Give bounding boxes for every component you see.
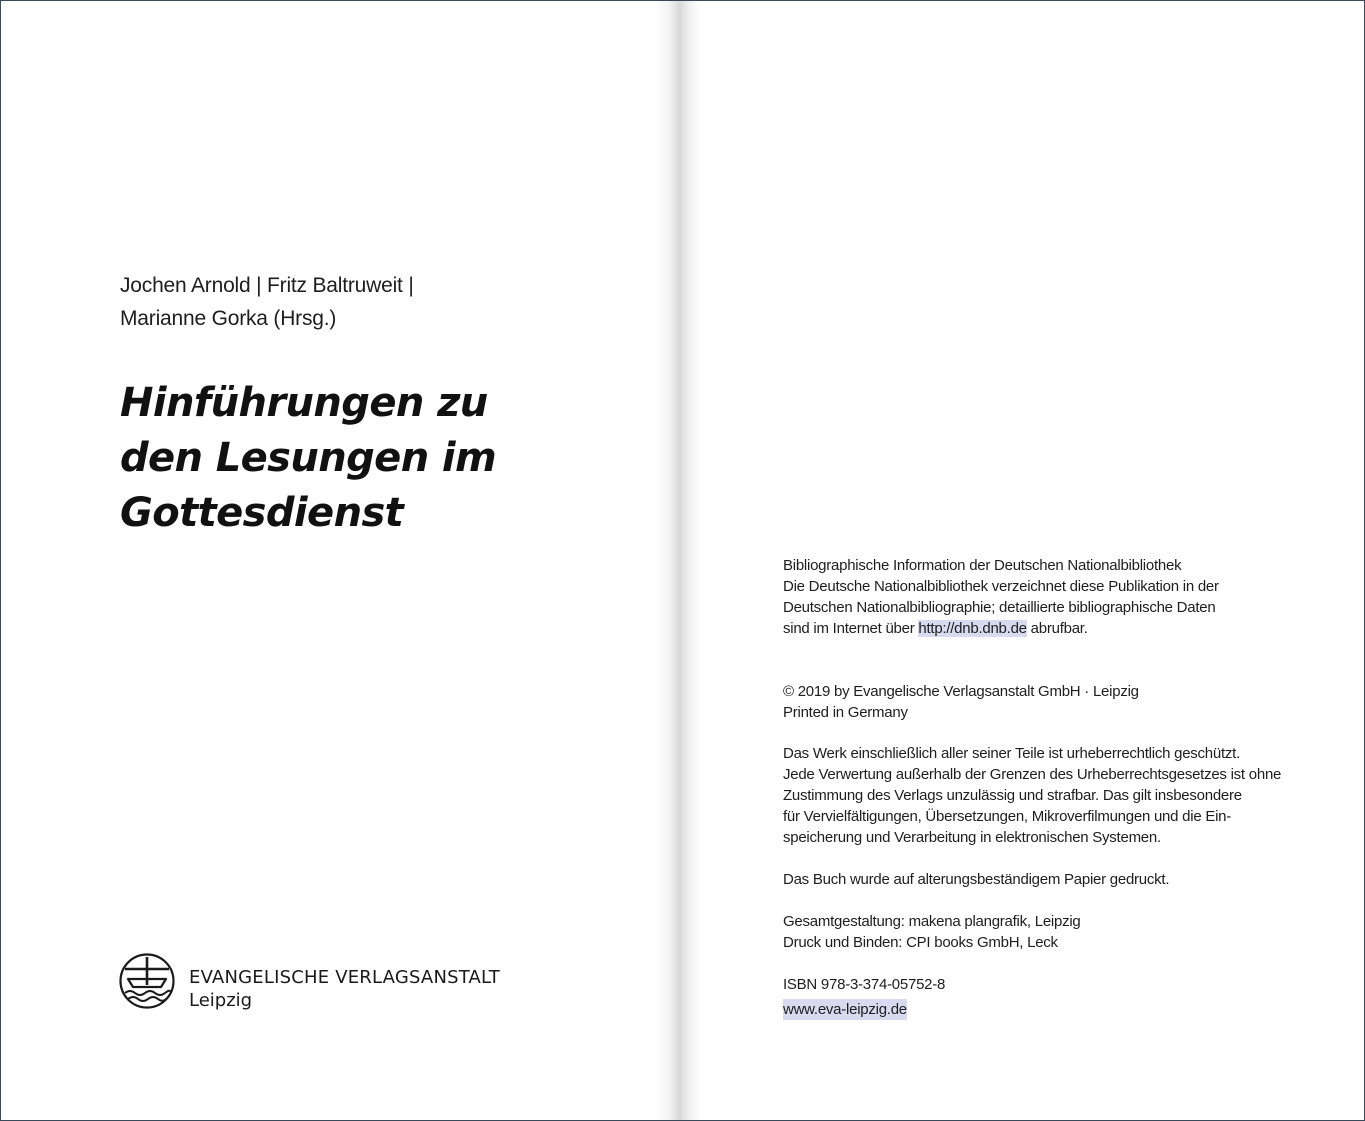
imprint-block — [783, 555, 1343, 1020]
rights-line: Zustimmung des Verlags unzulässig und strafbar. Das gilt insbesondere — [783, 787, 1242, 804]
book-title — [120, 376, 496, 541]
rights-line: Das Werk einschließlich aller seiner Teile ist urheberrechtlich geschützt. — [783, 745, 1240, 762]
print-line: Druck und Binden: CPI books GmbH, Leck — [783, 934, 1058, 951]
rights-line: speicherung und Verarbeitung in elektronischen Systemen. — [783, 829, 1161, 846]
dnb-link[interactable]: http://dnb.dnb.de — [918, 620, 1027, 637]
bib-text: sind im Internet über — [783, 620, 919, 637]
copyright-info — [783, 681, 1343, 723]
design-line: Gesamtgestaltung: makena plangrafik, Leipzig — [783, 913, 1081, 930]
title-line: Gottesdienst — [120, 490, 404, 536]
publisher-city: Leipzig — [189, 990, 253, 1011]
isbn: ISBN 978-3-374-05752-8 — [783, 976, 946, 993]
rights-line: für Vervielfältigungen, Übersetzungen, Mikroverfilmungen und die Ein- — [783, 808, 1232, 825]
title-line: Hinführungen zu — [120, 380, 488, 426]
right-page — [681, 1, 1364, 1120]
editors-line: Marianne Gorka (Hrsg.) — [120, 307, 337, 330]
website-line — [783, 999, 1343, 1020]
publisher-name: EVANGELISCHE VERLAGSANSTALT — [189, 967, 500, 988]
rights-line: Jede Verwertung außerhalb der Grenzen des Urheberrechtsgesetzes ist ohne — [783, 766, 1282, 783]
bib-line — [783, 618, 1343, 639]
editors-line: Jochen Arnold | Fritz Baltruweit | — [120, 274, 414, 297]
publisher-block — [119, 953, 539, 1013]
bib-text: abrufbar. — [1026, 620, 1088, 637]
bib-line: Bibliographische Information der Deutschen Nationalbibliothek — [783, 557, 1182, 574]
paper-line: Das Buch wurde auf alterungsbeständigem Papier gedruckt. — [783, 871, 1170, 888]
bib-line: Deutschen Nationalbibliographie; detaillierte bibliographische Daten — [783, 599, 1216, 616]
copyright-line: © 2019 by Evangelische Verlagsanstalt GmbH · Leipzig — [783, 683, 1139, 700]
gutter-shadow — [655, 1, 681, 1120]
gutter-shadow — [681, 1, 701, 1120]
bib-line: Die Deutsche Nationalbibliothek verzeichnet diese Publikation in der — [783, 578, 1219, 595]
printed-line: Printed in Germany — [783, 704, 908, 721]
isbn-block — [783, 974, 1343, 1020]
bibliographic-info — [783, 555, 1343, 639]
paper-note — [783, 869, 1343, 890]
production-info — [783, 911, 1343, 953]
website-link[interactable]: www.eva-leipzig.de — [783, 1001, 907, 1018]
left-page — [1, 1, 681, 1120]
rights-notice — [783, 743, 1343, 848]
church-ship-cross-logo-icon — [119, 953, 175, 1009]
title-line: den Lesungen im — [120, 435, 497, 481]
editors-block — [120, 269, 414, 335]
